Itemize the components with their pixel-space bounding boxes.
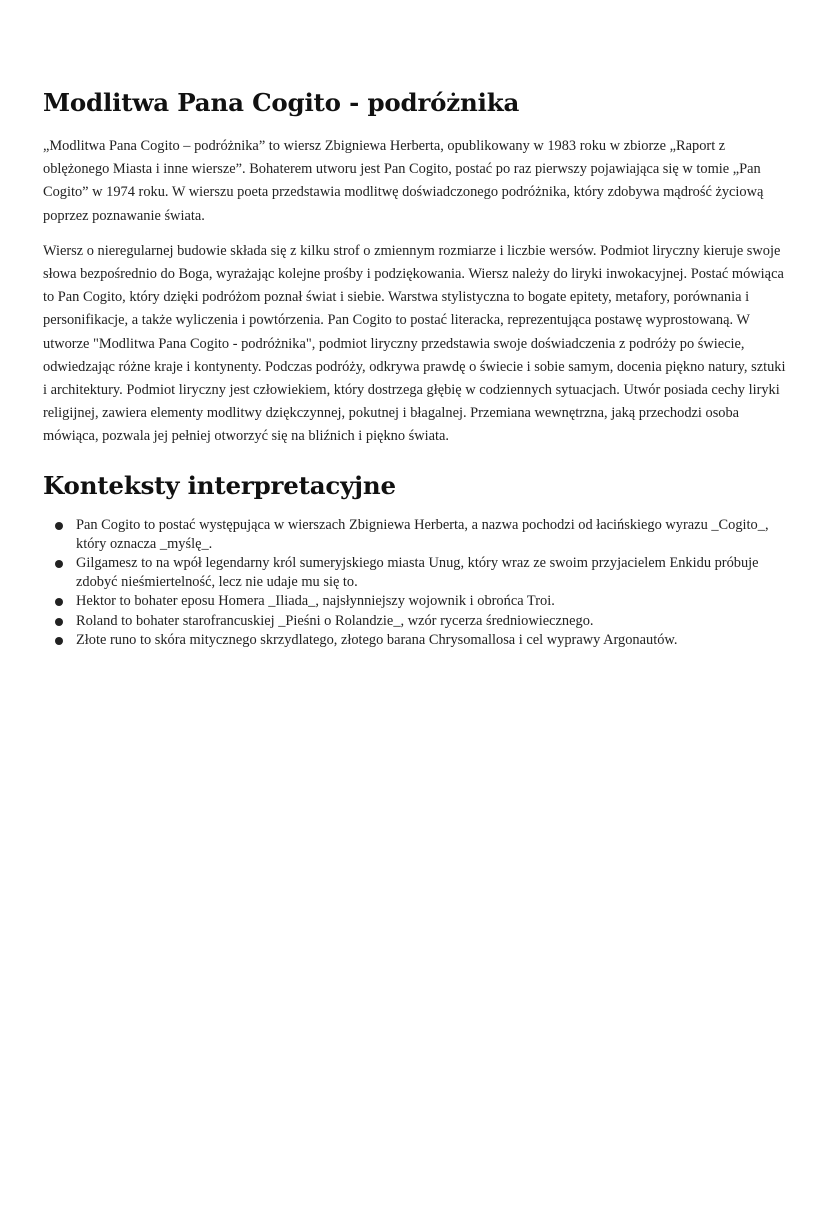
list-item-text: Złote runo to skóra mitycznego skrzydlatego, złotego barana Chrysomallosa i cel wyprawy Argonautów. [76,631,678,648]
list-item-text: Roland to bohater starofrancuskiej _Pieśni o Rolandzie_, wzór rycerza średniowiecznego. [76,612,594,629]
section-heading-contexts: Konteksty interpretacyjne [43,470,396,500]
list-item [55,554,791,592]
page-title: Modlitwa Pana Cogito - podróżnika [43,88,520,117]
list-item [55,592,791,611]
list-item-text: Gilgamesz to na wpół legendarny król sumeryjskiego miasta Unug, który wraz ze swoim przyjacielem Enkidu próbuje zdobyć nieśmiertelność, lecz nie udaje mu się to. [76,555,759,591]
analysis-paragraph: Wiersz o nieregularnej budowie składa się z kilku strof o zmiennym rozmiarze i liczbie wersów. Podmiot liryczny kieruje swoje słowa bezpośrednio do Boga, wyrażając kolejne prośby i podziękowania. Wiersz należy do liryki inwokacyjnej. Postać mówiąca to Pan Cogito, który dzięki podróżom poznał świat i siebie. Warstwa stylistyczna to bogate epitety, metafory, porównania i personifikacje, a także wyliczenia i powtórzenia. Pan Cogito to postać literacka, reprezentująca postawę wyprostowaną. W utworze "Modlitwa Pana Cogito - podróżnika", podmiot liryczny przedstawia swoje doświadczenia z podróży po świecie, odwiedzając różne kraje i kontynenty. Podczas podróży, odkrywa prawdę o świecie i sobie samym, docenia piękno natury, sztuki i architektury. Podmiot liryczny jest człowiekiem, który dostrzega głębię w codziennych sytuacjach. Utwór posiada cechy liryki religijnej, zawiera elementy modlitwy dziękczynnej, pokutnej i błagalnej. Przemiana wewnętrzna, jaką przechodzi osoba mówiąca, pozwala jej pełniej otworzyć się na bliźnich i piękno świata. [43,242,786,445]
bullet-icon [55,522,63,530]
list-item [55,516,791,554]
intro-paragraph: „Modlitwa Pana Cogito – podróżnika” to wiersz Zbigniewa Herberta, opublikowany w 1983 roku w zbiorze „Raport z oblężonego Miasta i inne wiersze”. Bohaterem utworu jest Pan Cogito, postać po raz pierwszy pojawiająca się w tomie „Pan Cogito” w 1974 roku. W wierszu poeta przedstawia modlitwę doświadczonego podróżnika, który zdobywa mądrość życiową poprzez poznawanie świata. [43,138,764,224]
bullet-icon [55,560,63,568]
document-page [43,86,791,650]
list-item [55,631,791,650]
bullet-icon [55,618,63,626]
contexts-list [43,516,791,650]
list-item-text: Pan Cogito to postać występująca w wierszach Zbigniewa Herberta, a nazwa pochodzi od łacińskiego wyrazu _Cogito_, który oznacza _myślę_. [76,516,769,552]
bullet-icon [55,637,63,645]
list-item-text: Hektor to bohater eposu Homera _Iliada_, najsłynniejszy wojownik i obrońca Troi. [76,593,555,610]
list-item [55,612,791,631]
bullet-icon [55,598,63,606]
